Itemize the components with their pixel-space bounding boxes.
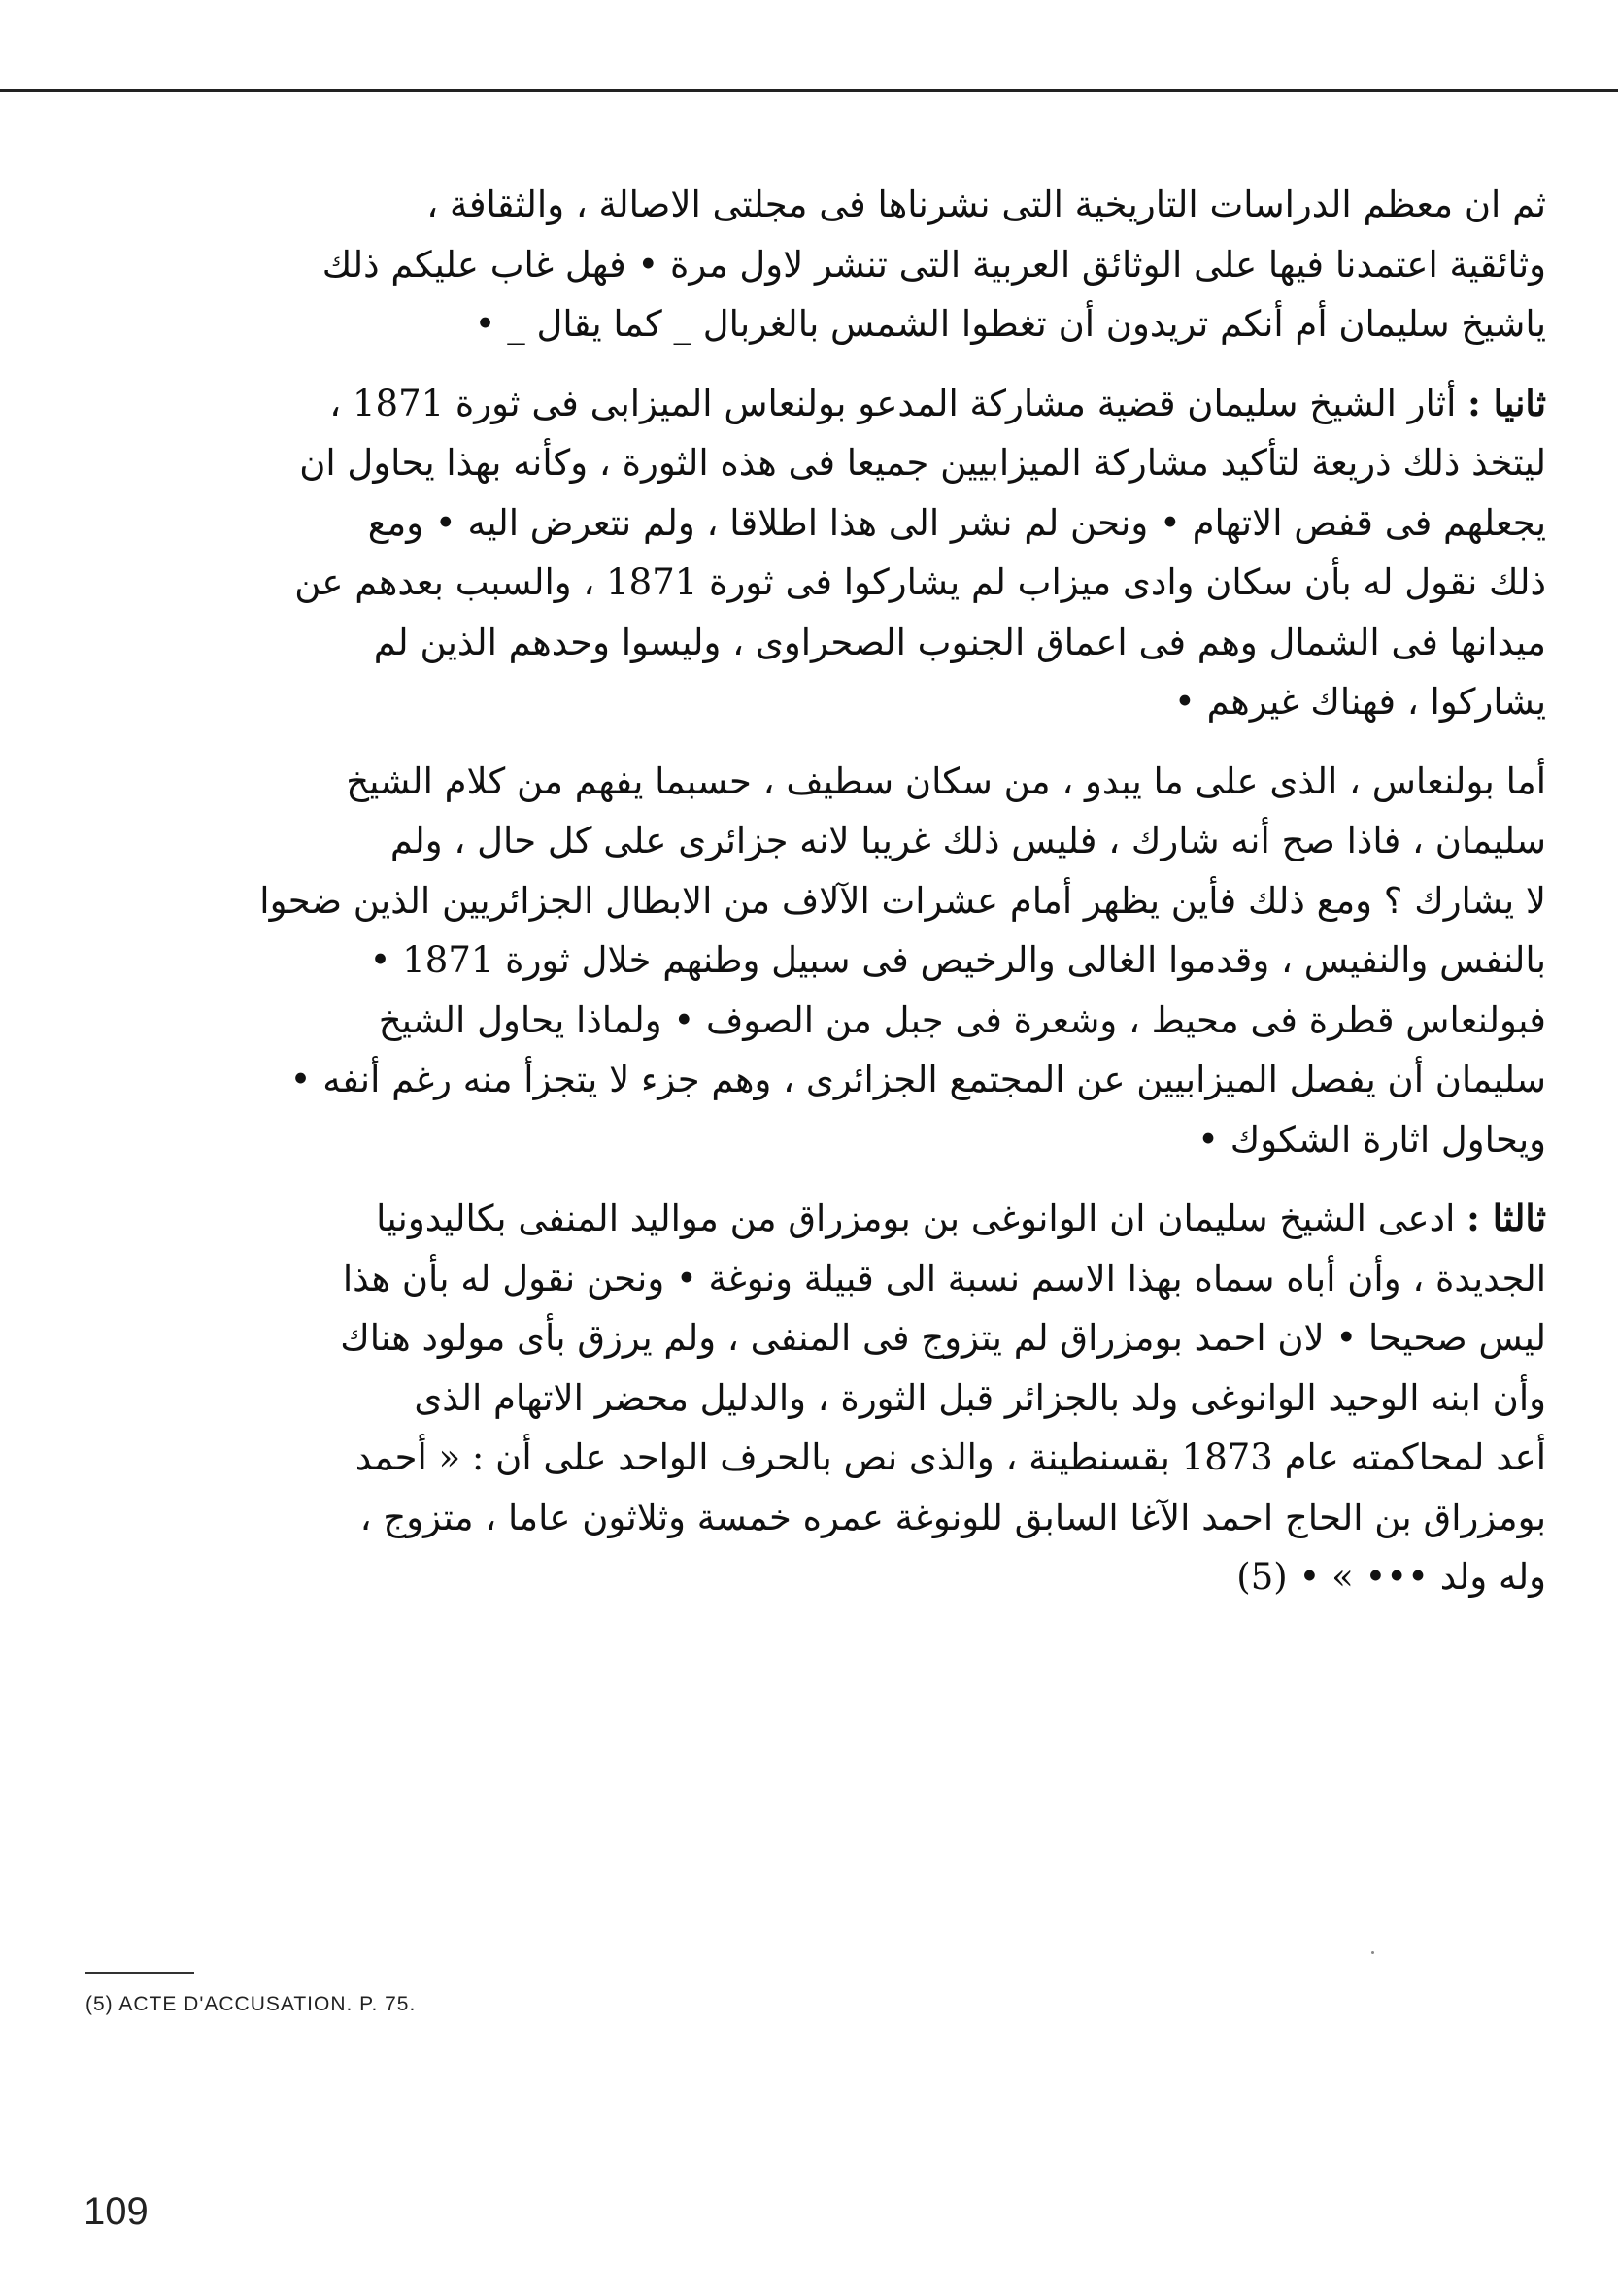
paragraph-2 [76, 374, 1546, 732]
paragraph-4-lead: ثالثا : [1466, 1197, 1546, 1239]
paragraph-4 [76, 1189, 1546, 1607]
scan-speck [1371, 1951, 1374, 1954]
page-number: 109 [84, 2190, 149, 2233]
paragraph-gap [76, 732, 1546, 752]
paragraph-4-text: ادعى الشيخ سليمان ان الوانوغى بن بومزراق من مواليد المنفى بكاليدونيا الجديدة ، وأن أباه سماه بهذا الاسم نسبة الى قبيلة ونوغة • ونحن نقول له بأن هذا ليس صحيحا • لان احمد بومزراق لم يتزوج فى المنفى ، ولم يرزق بأى مولود هناك وأن ابنه الوحيد الوانوغى ولد بالجزائر قبل الثورة ، والدليل محضر الاتهام الذى أعد لمحاكمته عام 1873 بقسنطينة ، والذى نص بالحرف الواحد على أن : « أحمد بومزراق بن الحاج احمد الآغا السابق للونوغة عمره خمسة وثلاثون عاما ، متزوج ، وله ولد ••• » • (5) [340, 1198, 1546, 1598]
paragraph-1-text: ثم ان معظم الدراسات التاريخية التى نشرناها فى مجلتى الاصالة ، والثقافة ، وثائقية اعتمدنا فيها على الوثائق العربية التى تنشر لاول مرة • فهل غاب عليكم ذلك ياشيخ سليمان أم أنكم تريدون أن تغطوا الشمس بالغربال _ كما يقال _ • [321, 184, 1546, 345]
paragraph-2-lead: ثانيا : [1467, 381, 1546, 424]
page-body [76, 175, 1546, 1607]
footnote: (5) ACTE D'ACCUSATION. P. 75. [85, 1993, 417, 2015]
paragraph-3 [76, 752, 1546, 1170]
paragraph-1 [76, 175, 1546, 355]
paragraph-gap [76, 1169, 1546, 1189]
paragraph-3-text: أما بولنعاس ، الذى على ما يبدو ، من سكان سطيف ، حسبما يفهم من كلام الشيخ سليمان ، فاذا صح أنه شارك ، فليس ذلك غريبا لانه جزائرى على كل حال ، ولم لا يشارك ؟ ومع ذلك فأين يظهر أمام عشرات الآلاف من الابطال الجزائريين الذين ضحوا بالنفس والنفيس ، وقدموا الغالى والرخيص فى سبيل وطنهم خلال ثورة 1871 • فبولنعاس قطرة فى محيط ، وشعرة فى جبل من الصوف • ولماذا يحاول الشيخ سليمان أن يفصل الميزابيين عن المجتمع الجزائرى ، وهم جزء لا يتجزأ منه رغم أنفه • ويحاول اثارة الشكوك • [259, 760, 1546, 1161]
footnote-rule [85, 1972, 194, 1974]
top-rule [0, 89, 1618, 92]
paragraph-gap [76, 355, 1546, 374]
paragraph-2-text: أثار الشيخ سليمان قضية مشاركة المدعو بولنعاس الميزابى فى ثورة 1871 ، ليتخذ ذلك ذريعة لتأكيد مشاركة الميزابيين جميعا فى هذه الثورة ، وكأنه بهذا يحاول ان يجعلهم فى قفص الاتهام • ونحن لم نشر الى هذا اطلاقا ، ولم نتعرض اليه • ومع ذلك نقول له بأن سكان وادى ميزاب لم يشاركوا فى ثورة 1871 ، والسبب بعدهم عن ميدانها فى الشمال وهم فى اعماق الجنوب الصحراوى ، وليسوا وحدهم الذين لم يشاركوا ، فهناك غيرهم • [294, 382, 1546, 723]
